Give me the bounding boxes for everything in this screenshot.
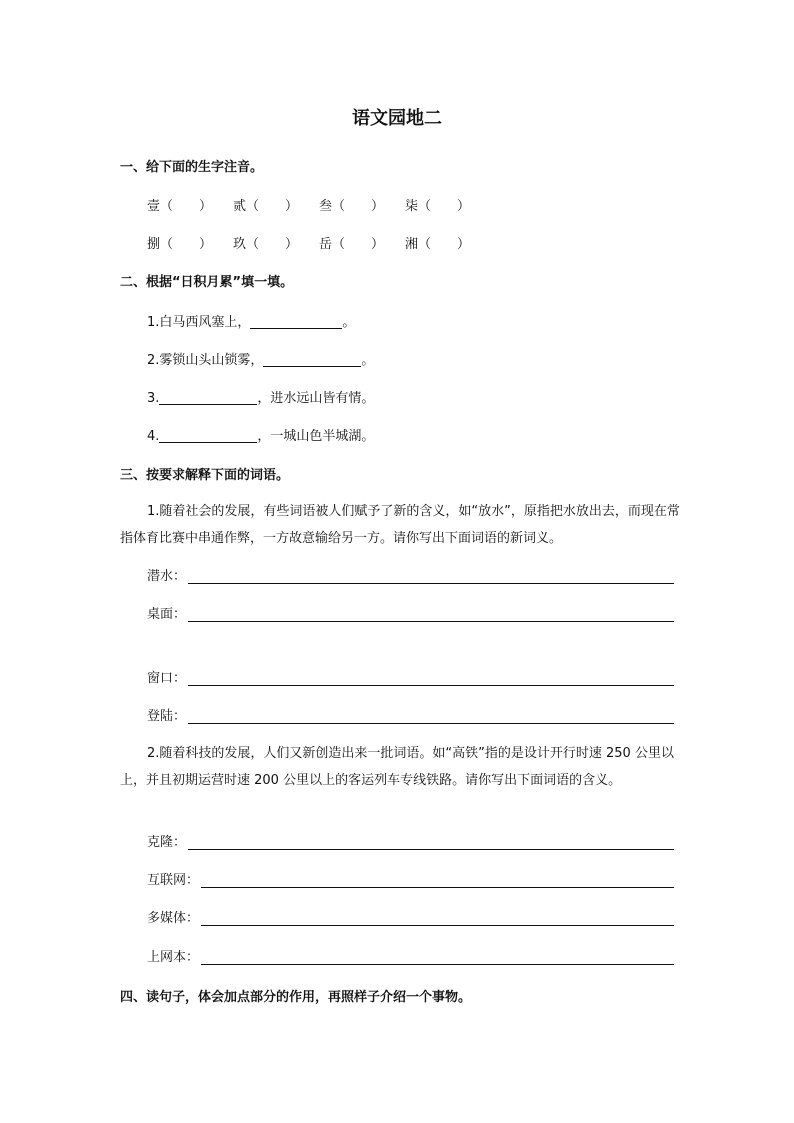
answer-line[interactable] bbox=[201, 913, 674, 926]
answer-blank[interactable] bbox=[263, 352, 361, 367]
answer-line[interactable] bbox=[188, 711, 674, 724]
fill-item-1 bbox=[147, 311, 355, 330]
word-answer-row bbox=[147, 603, 674, 622]
fill-item-3 bbox=[147, 387, 374, 406]
word-answer-row bbox=[147, 667, 674, 686]
answer-line[interactable] bbox=[188, 609, 674, 622]
pinyin-row-2 bbox=[147, 233, 491, 252]
word-answer-row bbox=[147, 831, 674, 850]
fill-prefix: 4. bbox=[147, 429, 160, 444]
answer-blank[interactable] bbox=[250, 314, 342, 329]
char-item: 柒（ ） bbox=[405, 199, 471, 214]
fill-suffix: ，一城山色半城湖。 bbox=[257, 429, 375, 444]
word-answer-row bbox=[147, 869, 674, 888]
fill-suffix: 。 bbox=[361, 353, 375, 368]
fill-prefix: 1.白马西风塞上， bbox=[147, 315, 251, 330]
answer-blank[interactable] bbox=[159, 390, 257, 405]
pinyin-row-1 bbox=[147, 195, 491, 214]
section-2-heading: 二、根据“日积月累”填一填。 bbox=[120, 275, 294, 290]
char-item: 岳（ ） bbox=[319, 237, 385, 252]
fill-item-4 bbox=[147, 425, 374, 444]
fill-prefix: 3. bbox=[147, 391, 160, 406]
word-answer-row bbox=[147, 565, 674, 584]
word-label: 桌面： bbox=[147, 607, 187, 622]
char-item: 叁（ ） bbox=[319, 199, 385, 214]
section-1-heading: 一、给下面的生字注音。 bbox=[120, 160, 264, 175]
instruction-paragraph-1: 1.随着社会的发展，有些词语被人们赋予了新的含义，如“放水”，原指把水放出去，而现在常指体育比赛中串通作弊，一方故意输给另一方。请你写出下面词语的新词义。 bbox=[120, 504, 680, 546]
char-item: 壹（ ） bbox=[147, 199, 213, 214]
fill-item-2 bbox=[147, 349, 374, 368]
page-title: 语文园地二 bbox=[352, 108, 442, 129]
answer-line[interactable] bbox=[201, 952, 674, 965]
word-label: 登陆： bbox=[147, 709, 187, 724]
char-item: 湘（ ） bbox=[405, 237, 471, 252]
fill-prefix: 2.雾锁山头山锁雾， bbox=[147, 353, 264, 368]
answer-line[interactable] bbox=[188, 673, 674, 686]
char-item: 捌（ ） bbox=[147, 237, 213, 252]
fill-suffix: ，进水远山皆有情。 bbox=[257, 391, 375, 406]
answer-blank[interactable] bbox=[159, 428, 257, 443]
word-answer-row bbox=[147, 705, 674, 724]
word-label: 多媒体： bbox=[147, 911, 200, 926]
word-answer-row bbox=[147, 907, 674, 926]
answer-line[interactable] bbox=[188, 837, 674, 850]
word-label: 窗口： bbox=[147, 671, 187, 686]
word-label: 上网本： bbox=[147, 950, 200, 965]
answer-line[interactable] bbox=[188, 571, 674, 584]
word-label: 潜水： bbox=[147, 569, 187, 584]
section-4-heading: 四、读句子，体会加点部分的作用，再照样子介绍一个事物。 bbox=[120, 990, 472, 1005]
char-item: 玖（ ） bbox=[233, 237, 299, 252]
instruction-paragraph-2: 2.随着科技的发展，人们又新创造出来一批词语。如“高铁”指的是设计开行时速 250 公里以上，并且初期运营时速 200 公里以上的客运列车专线铁路。请你写出下面词语的含义。 bbox=[120, 746, 674, 788]
word-label: 克隆： bbox=[147, 835, 187, 850]
char-item: 贰（ ） bbox=[233, 199, 299, 214]
answer-line[interactable] bbox=[201, 875, 674, 888]
section-3-heading: 三、按要求解释下面的词语。 bbox=[120, 468, 290, 483]
fill-suffix: 。 bbox=[342, 315, 356, 330]
word-label: 互联网： bbox=[147, 873, 200, 888]
word-answer-row bbox=[147, 946, 674, 965]
